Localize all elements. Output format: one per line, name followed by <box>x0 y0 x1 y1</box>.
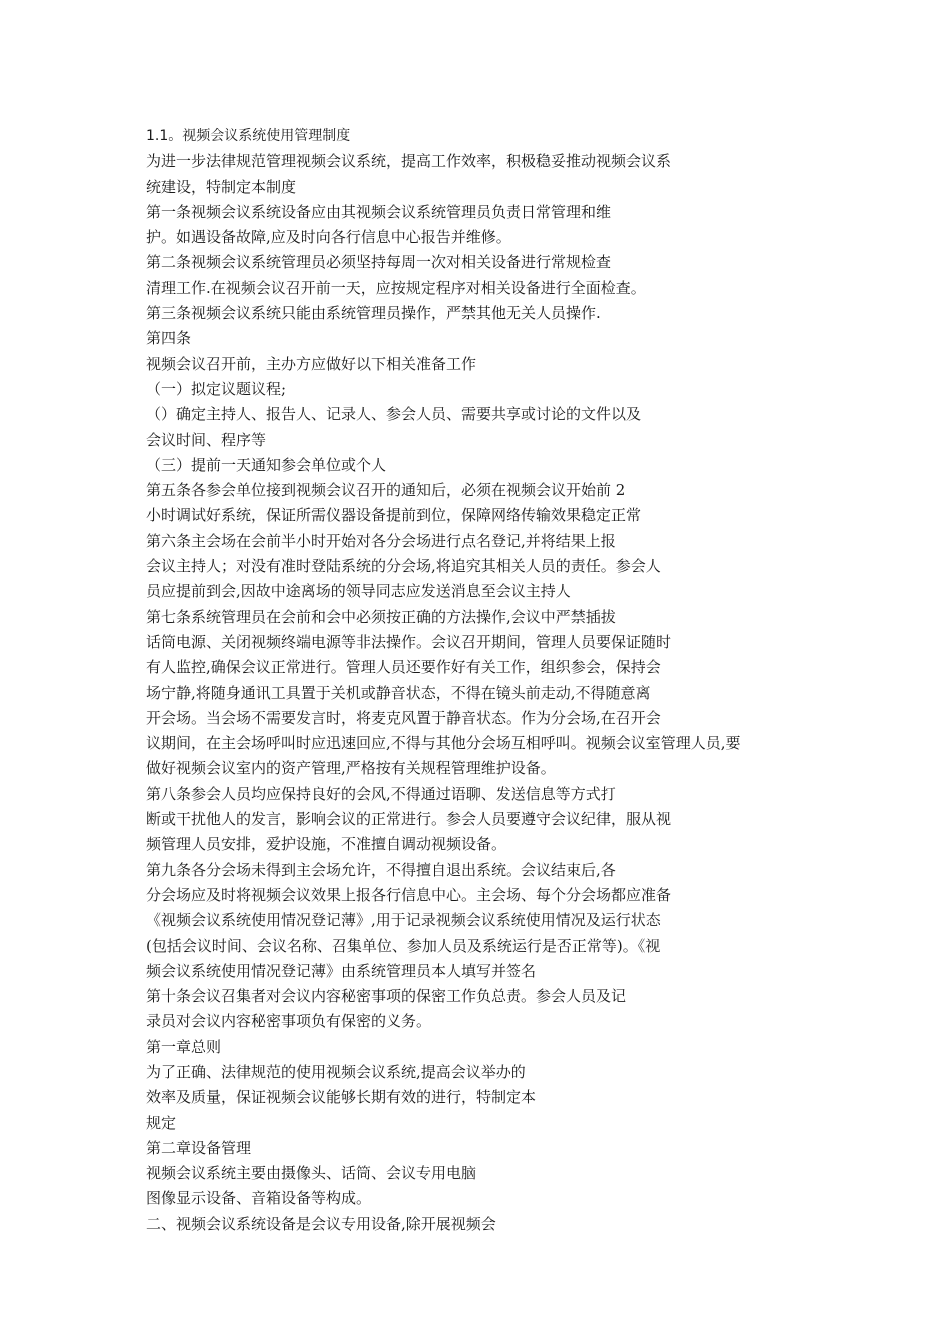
document-line: 护。如遇设备故障,应及时向各行信息中心报告并维修。 <box>146 228 511 247</box>
document-line: 第九条各分会场未得到主会场允许，不得擅自退出系统。会议结束后,各 <box>146 860 616 879</box>
document-line: （一）拟定议题议程; <box>146 379 287 398</box>
document-line: 第二条视频会议系统管理员必须坚持每周一次对相关设备进行常规检查 <box>146 253 612 272</box>
document-line: 会议时间、程序等 <box>146 430 267 449</box>
document-line: 图像显示设备、音箱设备等构成。 <box>146 1189 372 1208</box>
document-line: 有人监控,确保会议正常进行。管理人员还要作好有关工作，组织参会，保持会 <box>146 658 661 677</box>
document-line: 会议主持人；对没有准时登陆系统的分会场,将追究其相关人员的责任。参会人 <box>146 557 661 576</box>
document-line: 员应提前到会,因故中途离场的领导同志应发送消息至会议主持人 <box>146 582 571 601</box>
document-line: 规定 <box>146 1113 177 1132</box>
document-line: 频会议系统使用情况登记薄》由系统管理员本人填写并签名 <box>146 961 537 980</box>
document-line: 《视频会议系统使用情况登记薄》,用于记录视频会议系统使用情况及运行状态 <box>146 911 661 930</box>
document-line: 第一章总则 <box>146 1037 222 1056</box>
document-line: 小时调试好系统，保证所需仪器设备提前到位，保障网络传输效果稳定正常 <box>146 506 642 525</box>
document-line: 第四条 <box>146 329 192 348</box>
document-line: 视频会议系统主要由摄像头、话筒、会议专用电脑 <box>146 1164 477 1183</box>
document-line: 第三条视频会议系统只能由系统管理员操作，严禁其他无关人员操作. <box>146 304 601 323</box>
document-line: 二、视频会议系统设备是会议专用设备,除开展视频会 <box>146 1214 496 1233</box>
document-line: 第八条参会人员均应保持良好的会风,不得通过语聊、发送信息等方式打 <box>146 784 616 803</box>
document-line: 录员对会议内容秘密事项负有保密的义务。 <box>146 1012 432 1031</box>
document-line: 第二章设备管理 <box>146 1138 252 1157</box>
document-line: 效率及质量，保证视频会议能够长期有效的进行，特制定本 <box>146 1088 537 1107</box>
document-line: 话筒电源、关闭视频终端电源等非法操作。会议召开期间，管理人员要保证随时 <box>146 632 672 651</box>
document-line: 第十条会议召集者对会议内容秘密事项的保密工作负总责。参会人员及记 <box>146 987 627 1006</box>
document-line: 第一条视频会议系统设备应由其视频会议系统管理员负责日常管理和维 <box>146 202 612 221</box>
document-line: 议期间，在主会场呼叫时应迅速回应,不得与其他分会场互相呼叫。视频会议室管理人员,要 <box>146 734 741 753</box>
document-title: 1.1。视频会议系统使用管理制度 <box>146 128 351 144</box>
document-line: 第五条各参会单位接到视频会议召开的通知后，必须在视频会议开始前 2 <box>146 481 626 500</box>
document-line: 视频会议召开前，主办方应做好以下相关准备工作 <box>146 354 477 373</box>
document-line: 清理工作.在视频会议召开前一天，应按规定程序对相关设备进行全面检查。 <box>146 278 646 297</box>
document-line: 统建设，特制定本制度 <box>146 177 297 196</box>
document-body <box>146 124 826 1237</box>
document-line: 为进一步法律规范管理视频会议系统，提高工作效率，积极稳妥推动视频会议系 <box>146 152 672 171</box>
document-line: 频管理人员安排，爱护设施，不准擅自调动视频设备。 <box>146 835 507 854</box>
document-line: （）确定主持人、报告人、记录人、参会人员、需要共享或讨论的文件以及 <box>146 405 642 424</box>
document-line: 第六条主会场在会前半小时开始对各分会场进行点名登记,并将结果上报 <box>146 531 616 550</box>
document-line: 第七条系统管理员在会前和会中必须按正确的方法操作,会议中严禁插拔 <box>146 607 616 626</box>
document-line: （三）提前一天通知参会单位或个人 <box>146 455 387 474</box>
document-line: (包括会议时间、会议名称、召集单位、参加人员及系统运行是否正常等)。《视 <box>146 936 661 955</box>
document-line: 开会场。当会场不需要发言时，将麦克风置于静音状态。作为分会场,在召开会 <box>146 708 661 727</box>
document-line: 场宁静,将随身通讯工具置于关机或静音状态，不得在镜头前走动,不得随意离 <box>146 683 651 702</box>
document-line: 断或干扰他人的发言，影响会议的正常进行。参会人员要遵守会议纪律，服从视 <box>146 810 672 829</box>
document-line: 为了正确、法律规范的使用视频会议系统,提高会议举办的 <box>146 1062 526 1081</box>
document-line: 分会场应及时将视频会议效果上报各行信息中心。主会场、每个分会场都应准备 <box>146 885 672 904</box>
document-line: 做好视频会议室内的资产管理,严格按有关规程管理维护设备。 <box>146 759 556 778</box>
